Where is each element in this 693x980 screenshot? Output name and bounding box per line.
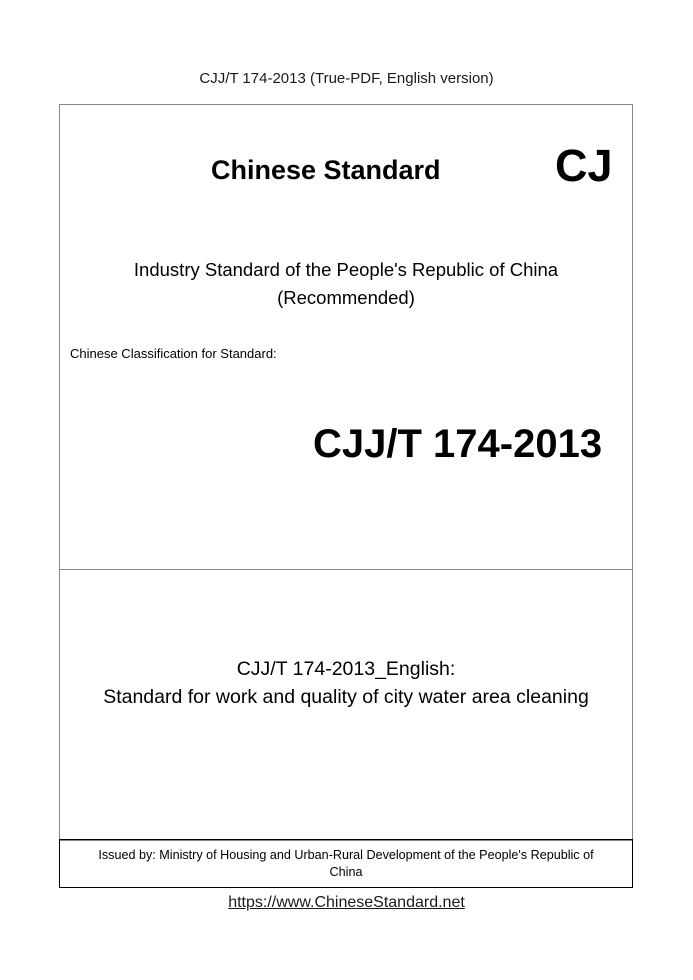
industry-standard-text	[59, 256, 633, 312]
issued-by-line-1: Issued by: Ministry of Housing and Urban-Rural Development of the People's Republic of	[98, 848, 594, 862]
issued-by-box	[59, 839, 633, 888]
page-header: CJJ/T 174-2013 (True-PDF, English version)	[199, 70, 494, 87]
website-link[interactable]: https://www.ChineseStandard.net	[228, 894, 465, 911]
english-title-line-2: Standard for work and quality of city water area cleaning	[103, 686, 589, 708]
industry-line-1: Industry Standard of the People's Republic of China	[133, 259, 559, 280]
standard-code: CJJ/T 174-2013	[313, 422, 603, 466]
english-title	[59, 655, 633, 711]
english-title-line-1: CJJ/T 174-2013_English:	[236, 658, 456, 680]
standard-badge: CJ	[555, 140, 613, 191]
cover-title: Chinese Standard	[211, 155, 441, 185]
issued-by-line-2: China	[329, 865, 363, 879]
industry-line-2: (Recommended)	[277, 287, 415, 308]
classification-label: Chinese Classification for Standard:	[70, 346, 277, 361]
